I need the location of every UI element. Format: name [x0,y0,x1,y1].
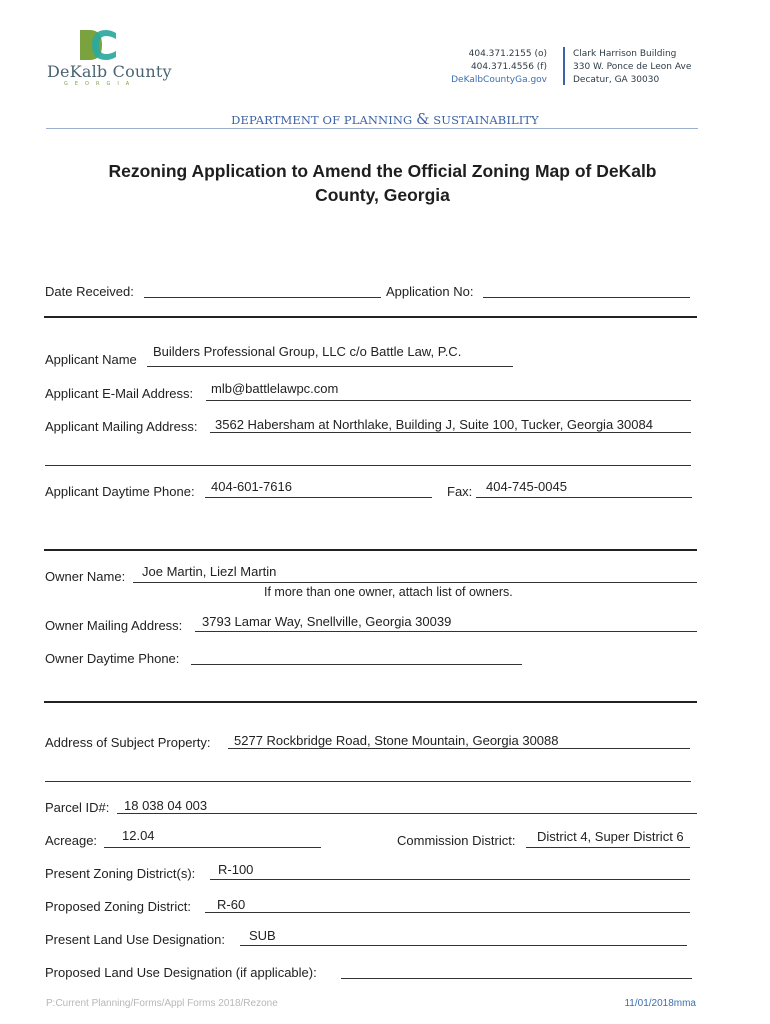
document-title: Rezoning Application to Amend the Official Zoning Map of DeKalb County, Georgia [108,161,657,205]
owner-name-field[interactable] [133,582,697,583]
owner-note: If more than one owner, attach list of owners. [264,585,513,599]
proposed-zoning-label: Proposed Zoning District: [45,899,191,914]
applicant-email-field[interactable] [206,400,691,401]
owner-mailing-value: 3793 Lamar Way, Snellville, Georgia 30039 [202,614,452,629]
contact-divider [563,47,565,85]
fax-field[interactable] [476,497,692,498]
address-building: Clark Harrison Building [573,49,677,59]
present-zoning-label: Present Zoning District(s): [45,866,196,881]
present-land-use-field[interactable] [240,945,687,946]
phone-office: 404.371.2155 (o) [468,49,547,59]
proposed-land-use-label: Proposed Land Use Designation (if applicable): [45,965,317,980]
applicant-phone-label: Applicant Daytime Phone: [45,484,195,499]
date-received-field[interactable] [144,297,381,298]
fax-label: Fax: [447,484,473,499]
applicant-mailing-field[interactable] [210,432,691,433]
date-received-label: Date Received: [45,284,134,299]
owner-name-label: Owner Name: [45,569,126,584]
proposed-land-use-field[interactable] [341,978,692,979]
address-city: Decatur, GA 30030 [573,75,660,85]
footer-path: P:Current Planning/Forms/Appl Forms 2018/Rezone [46,998,278,1009]
owner-name-value: Joe Martin, Liezl Martin [142,564,277,579]
commission-value: District 4, Super District 6 [537,829,684,844]
applicant-name-value: Builders Professional Group, LLC c/o Battle Law, P.C. [153,344,462,359]
footer-date-code: 11/01/2018mma [624,998,696,1009]
applicant-name-field[interactable] [147,366,513,367]
applicant-mailing-label: Applicant Mailing Address: [45,419,198,434]
proposed-zoning-field[interactable] [205,912,690,913]
applicant-name-label: Applicant Name [45,352,137,367]
department-amp: & [416,110,430,128]
applicant-mailing-field-line2[interactable] [45,465,691,466]
application-no-field[interactable] [483,297,690,298]
contact-phones [451,48,547,87]
present-land-use-value: SUB [249,928,276,943]
department-rule [46,128,698,129]
parcel-value: 18 038 04 003 [124,798,208,813]
logo-subtext: GEORGIA [64,81,137,87]
applicant-email-value: mlb@battlelawpc.com [211,381,339,396]
present-zoning-field[interactable] [210,879,690,880]
section-divider [44,549,697,551]
department-part2: SUSTAINABILITY [433,113,539,127]
dekalb-logo-icon [78,28,118,62]
present-zoning-value: R-100 [218,862,254,877]
department-heading [0,110,770,128]
subject-address-field[interactable] [228,748,690,749]
acreage-label: Acreage: [45,833,98,848]
present-land-use-label: Present Land Use Designation: [45,932,225,947]
application-no-label: Application No: [386,284,474,299]
parcel-label: Parcel ID#: [45,800,110,815]
applicant-phone-value: 404-601-7616 [211,479,292,494]
proposed-zoning-value: R-60 [217,897,246,912]
commission-label: Commission District: [397,833,516,848]
subject-address-value: 5277 Rockbridge Road, Stone Mountain, Georgia 30088 [234,733,559,748]
owner-mailing-field[interactable] [195,631,697,632]
section-divider [44,701,697,703]
acreage-field[interactable] [104,847,321,848]
subject-address-field-line2[interactable] [45,781,691,782]
fax-value: 404-745-0045 [486,479,567,494]
applicant-email-label: Applicant E-Mail Address: [45,386,194,401]
parcel-field[interactable] [117,813,697,814]
acreage-value: 12.04 [122,828,155,843]
subject-address-label: Address of Subject Property: [45,735,211,750]
applicant-mailing-value: 3562 Habersham at Northlake, Building J, Suite 100, Tucker, Georgia 30084 [215,417,653,432]
website-link[interactable]: DeKalbCountyGa.gov [451,75,547,85]
owner-phone-label: Owner Daytime Phone: [45,651,180,666]
commission-field[interactable] [526,847,690,848]
contact-address [573,48,691,87]
address-street: 330 W. Ponce de Leon Ave [573,62,692,72]
section-divider [44,316,697,318]
applicant-phone-field[interactable] [205,497,432,498]
owner-mailing-label: Owner Mailing Address: [45,618,183,633]
logo-wordmark: DeKalb County [47,62,172,81]
owner-phone-field[interactable] [191,664,522,665]
phone-fax: 404.371.4556 (f) [470,62,547,72]
department-part1: DEPARTMENT OF PLANNING [231,113,413,127]
